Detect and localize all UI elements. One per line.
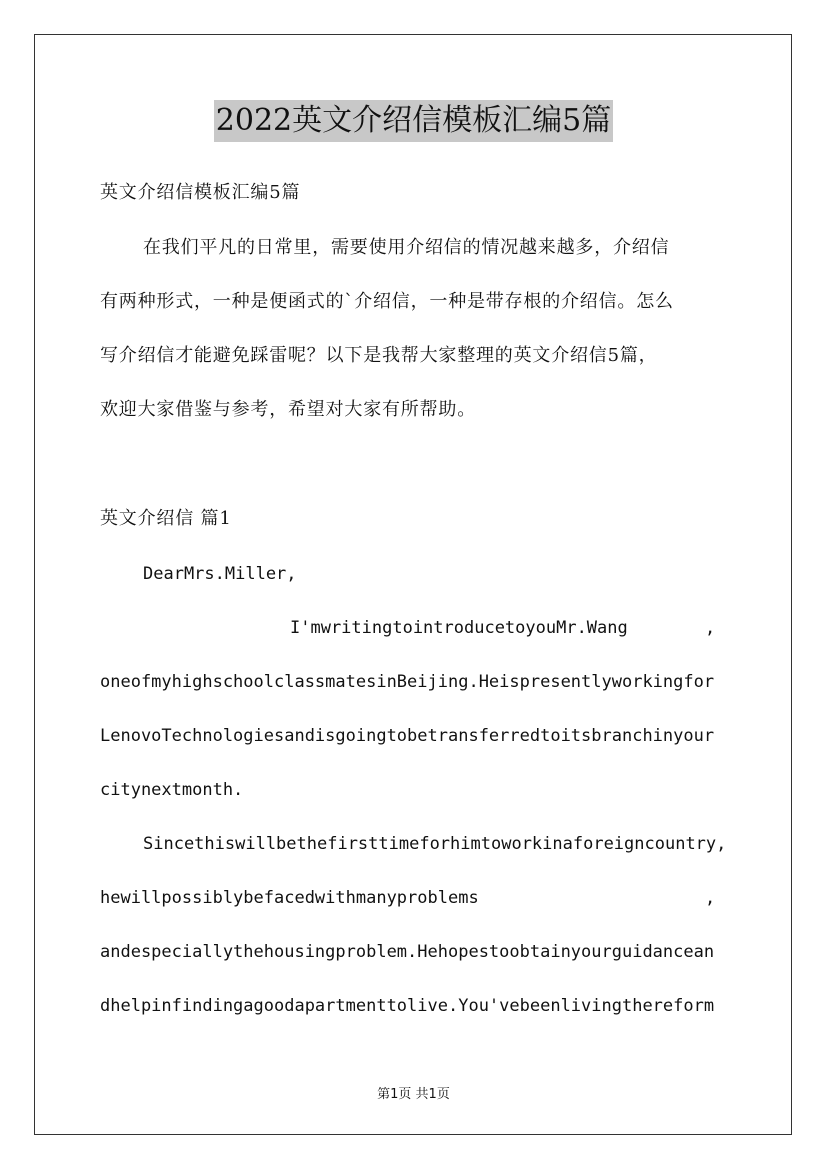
intro-line: 有两种形式，一种是便函式的`介绍信，一种是带存根的介绍信。怎么 — [100, 291, 674, 312]
letter-line: oneofmyhighschoolclassmatesinBeijing.Heispresentlyworkingfor — [100, 672, 715, 692]
page-footer: 第1页 共1页 — [377, 1087, 450, 1102]
title-container — [0, 100, 827, 142]
salutation: DearMrs.Miller, — [143, 564, 297, 584]
letter-comma: , — [705, 888, 716, 908]
document-subtitle: 英文介绍信模板汇编5篇 — [100, 182, 301, 203]
intro-line: 在我们平凡的日常里，需要使用介绍信的情况越来越多，介绍信 — [143, 237, 670, 258]
letter-line: I'mwritingtointroducetoyouMr.Wang — [290, 618, 628, 638]
document-title: 2022英文介绍信模板汇编5篇 — [214, 100, 613, 142]
letter-line: hewillpossiblybefacedwithmanyproblems — [100, 888, 479, 908]
letter-line: LenovoTechnologiesandisgoingtobetransferredtoitsbranchinyour — [100, 726, 715, 746]
letter-line: citynextmonth. — [100, 780, 244, 800]
letter-line: andespeciallythehousingproblem.Hehopestoobtainyourguidancean — [100, 942, 715, 962]
letter-line: dhelpinfindingagoodapartmenttolive.You'vebeenlivingthereform — [100, 996, 715, 1016]
letter-line: Sincethiswillbethefirsttimeforhimtoworkinaforeigncountry, — [143, 834, 727, 854]
intro-line: 写介绍信才能避免踩雷呢？以下是我帮大家整理的英文介绍信5篇， — [100, 345, 658, 366]
intro-line: 欢迎大家借鉴与参考，希望对大家有所帮助。 — [100, 399, 476, 420]
section-heading: 英文介绍信 篇1 — [100, 508, 232, 529]
letter-comma: , — [705, 618, 716, 638]
